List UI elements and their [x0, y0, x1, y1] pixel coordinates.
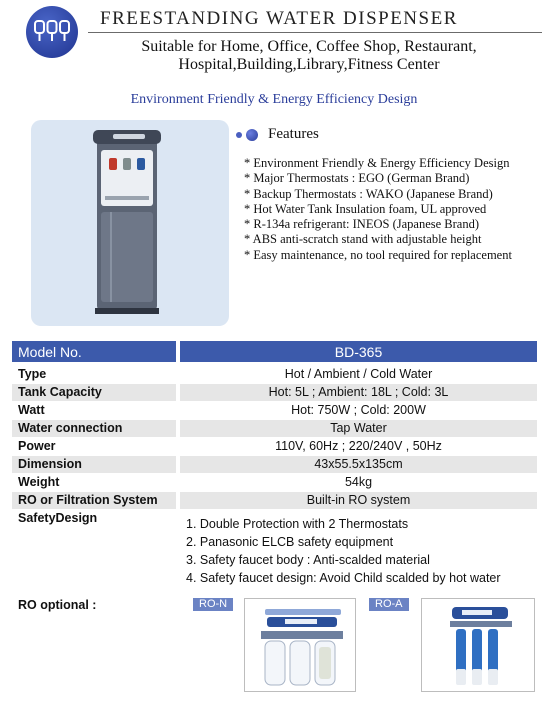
ro-optional-label: RO optional : — [18, 598, 97, 612]
spec-label: RO or Filtration System — [12, 492, 176, 509]
subtitle-line-1: Suitable for Home, Office, Coffee Shop, Restaurant, — [141, 38, 477, 55]
safety-design-list — [186, 515, 536, 587]
feature-item: * Easy maintenance, no tool required for replacement — [244, 247, 512, 262]
table-row — [12, 420, 537, 438]
bullet-small-icon — [236, 132, 242, 138]
table-row — [12, 456, 537, 474]
feature-item: * Hot Water Tank Insulation foam, UL approved — [244, 201, 487, 216]
spec-label: Power — [18, 439, 56, 453]
product-photo — [31, 120, 229, 326]
table-row — [12, 402, 537, 420]
ro-filter-unit-illustration — [422, 599, 535, 692]
table-row — [12, 474, 537, 492]
spec-value: 43x55.5x135cm — [180, 456, 537, 473]
brand-logo — [26, 6, 78, 58]
spec-value: Hot: 750W ; Cold: 200W — [291, 403, 426, 417]
table-row — [12, 366, 537, 384]
page-subtitle — [86, 38, 532, 74]
model-header-label: Model No. — [12, 341, 176, 362]
spec-label: Watt — [18, 403, 45, 417]
tagline: Environment Friendly & Energy Efficiency Design — [130, 92, 418, 107]
title-divider — [88, 32, 542, 33]
table-row — [12, 438, 537, 456]
ro-a-photo — [421, 598, 535, 692]
feature-item: * Backup Thermostats : WAKO (Japanese Brand) — [244, 186, 493, 201]
page-title: FREESTANDING WATER DISPENSER — [100, 8, 458, 29]
subtitle-line-2: Hospital,Building,Library,Fitness Center — [178, 56, 440, 73]
safety-design-label: SafetyDesign — [18, 511, 98, 525]
table-row — [12, 384, 537, 402]
features-list — [244, 156, 544, 263]
feature-item: * Major Thermostats : EGO (German Brand) — [244, 171, 470, 186]
ro-filter-unit-illustration — [245, 599, 356, 692]
spec-value: 110V, 60Hz ; 220/240V , 50Hz — [275, 439, 442, 453]
spec-value: Built-in RO system — [180, 492, 537, 509]
safety-item: 2. Panasonic ELCB safety equipment — [186, 535, 394, 549]
feature-item: * R-134a refrigerant: INEOS (Japanese Brand) — [244, 217, 479, 232]
safety-item: 4. Safety faucet design: Avoid Child scalded by hot water — [186, 571, 501, 585]
spec-label: Dimension — [12, 456, 176, 473]
spec-label: Weight — [18, 475, 60, 489]
safety-item: 1. Double Protection with 2 Thermostats — [186, 517, 409, 531]
features-title: Features — [268, 126, 319, 142]
spec-label: Water connection — [12, 420, 176, 437]
ro-a-tag: RO-A — [369, 598, 409, 611]
spec-value: Tap Water — [180, 420, 537, 437]
water-faucets-logo-icon — [32, 17, 72, 47]
spec-value: Hot: 5L ; Ambient: 18L ; Cold: 3L — [180, 384, 537, 401]
ro-n-tag: RO-N — [193, 598, 233, 611]
safety-item: 3. Safety faucet body : Anti-scalded material — [186, 553, 430, 567]
spec-label: Tank Capacity — [12, 384, 176, 401]
table-row — [12, 492, 537, 510]
model-header-value: BD-365 — [180, 341, 537, 362]
spec-value: 54kg — [344, 475, 373, 489]
spec-label: Type — [18, 367, 47, 381]
bullet-large-icon — [246, 129, 258, 141]
feature-item: * Environment Friendly & Energy Efficiency Design — [244, 156, 510, 170]
features-heading — [236, 126, 319, 143]
spec-value: Hot / Ambient / Cold Water — [284, 367, 433, 381]
water-dispenser-illustration — [31, 120, 229, 326]
feature-item: * ABS anti-scratch stand with adjustable height — [244, 232, 482, 247]
ro-n-photo — [244, 598, 356, 692]
